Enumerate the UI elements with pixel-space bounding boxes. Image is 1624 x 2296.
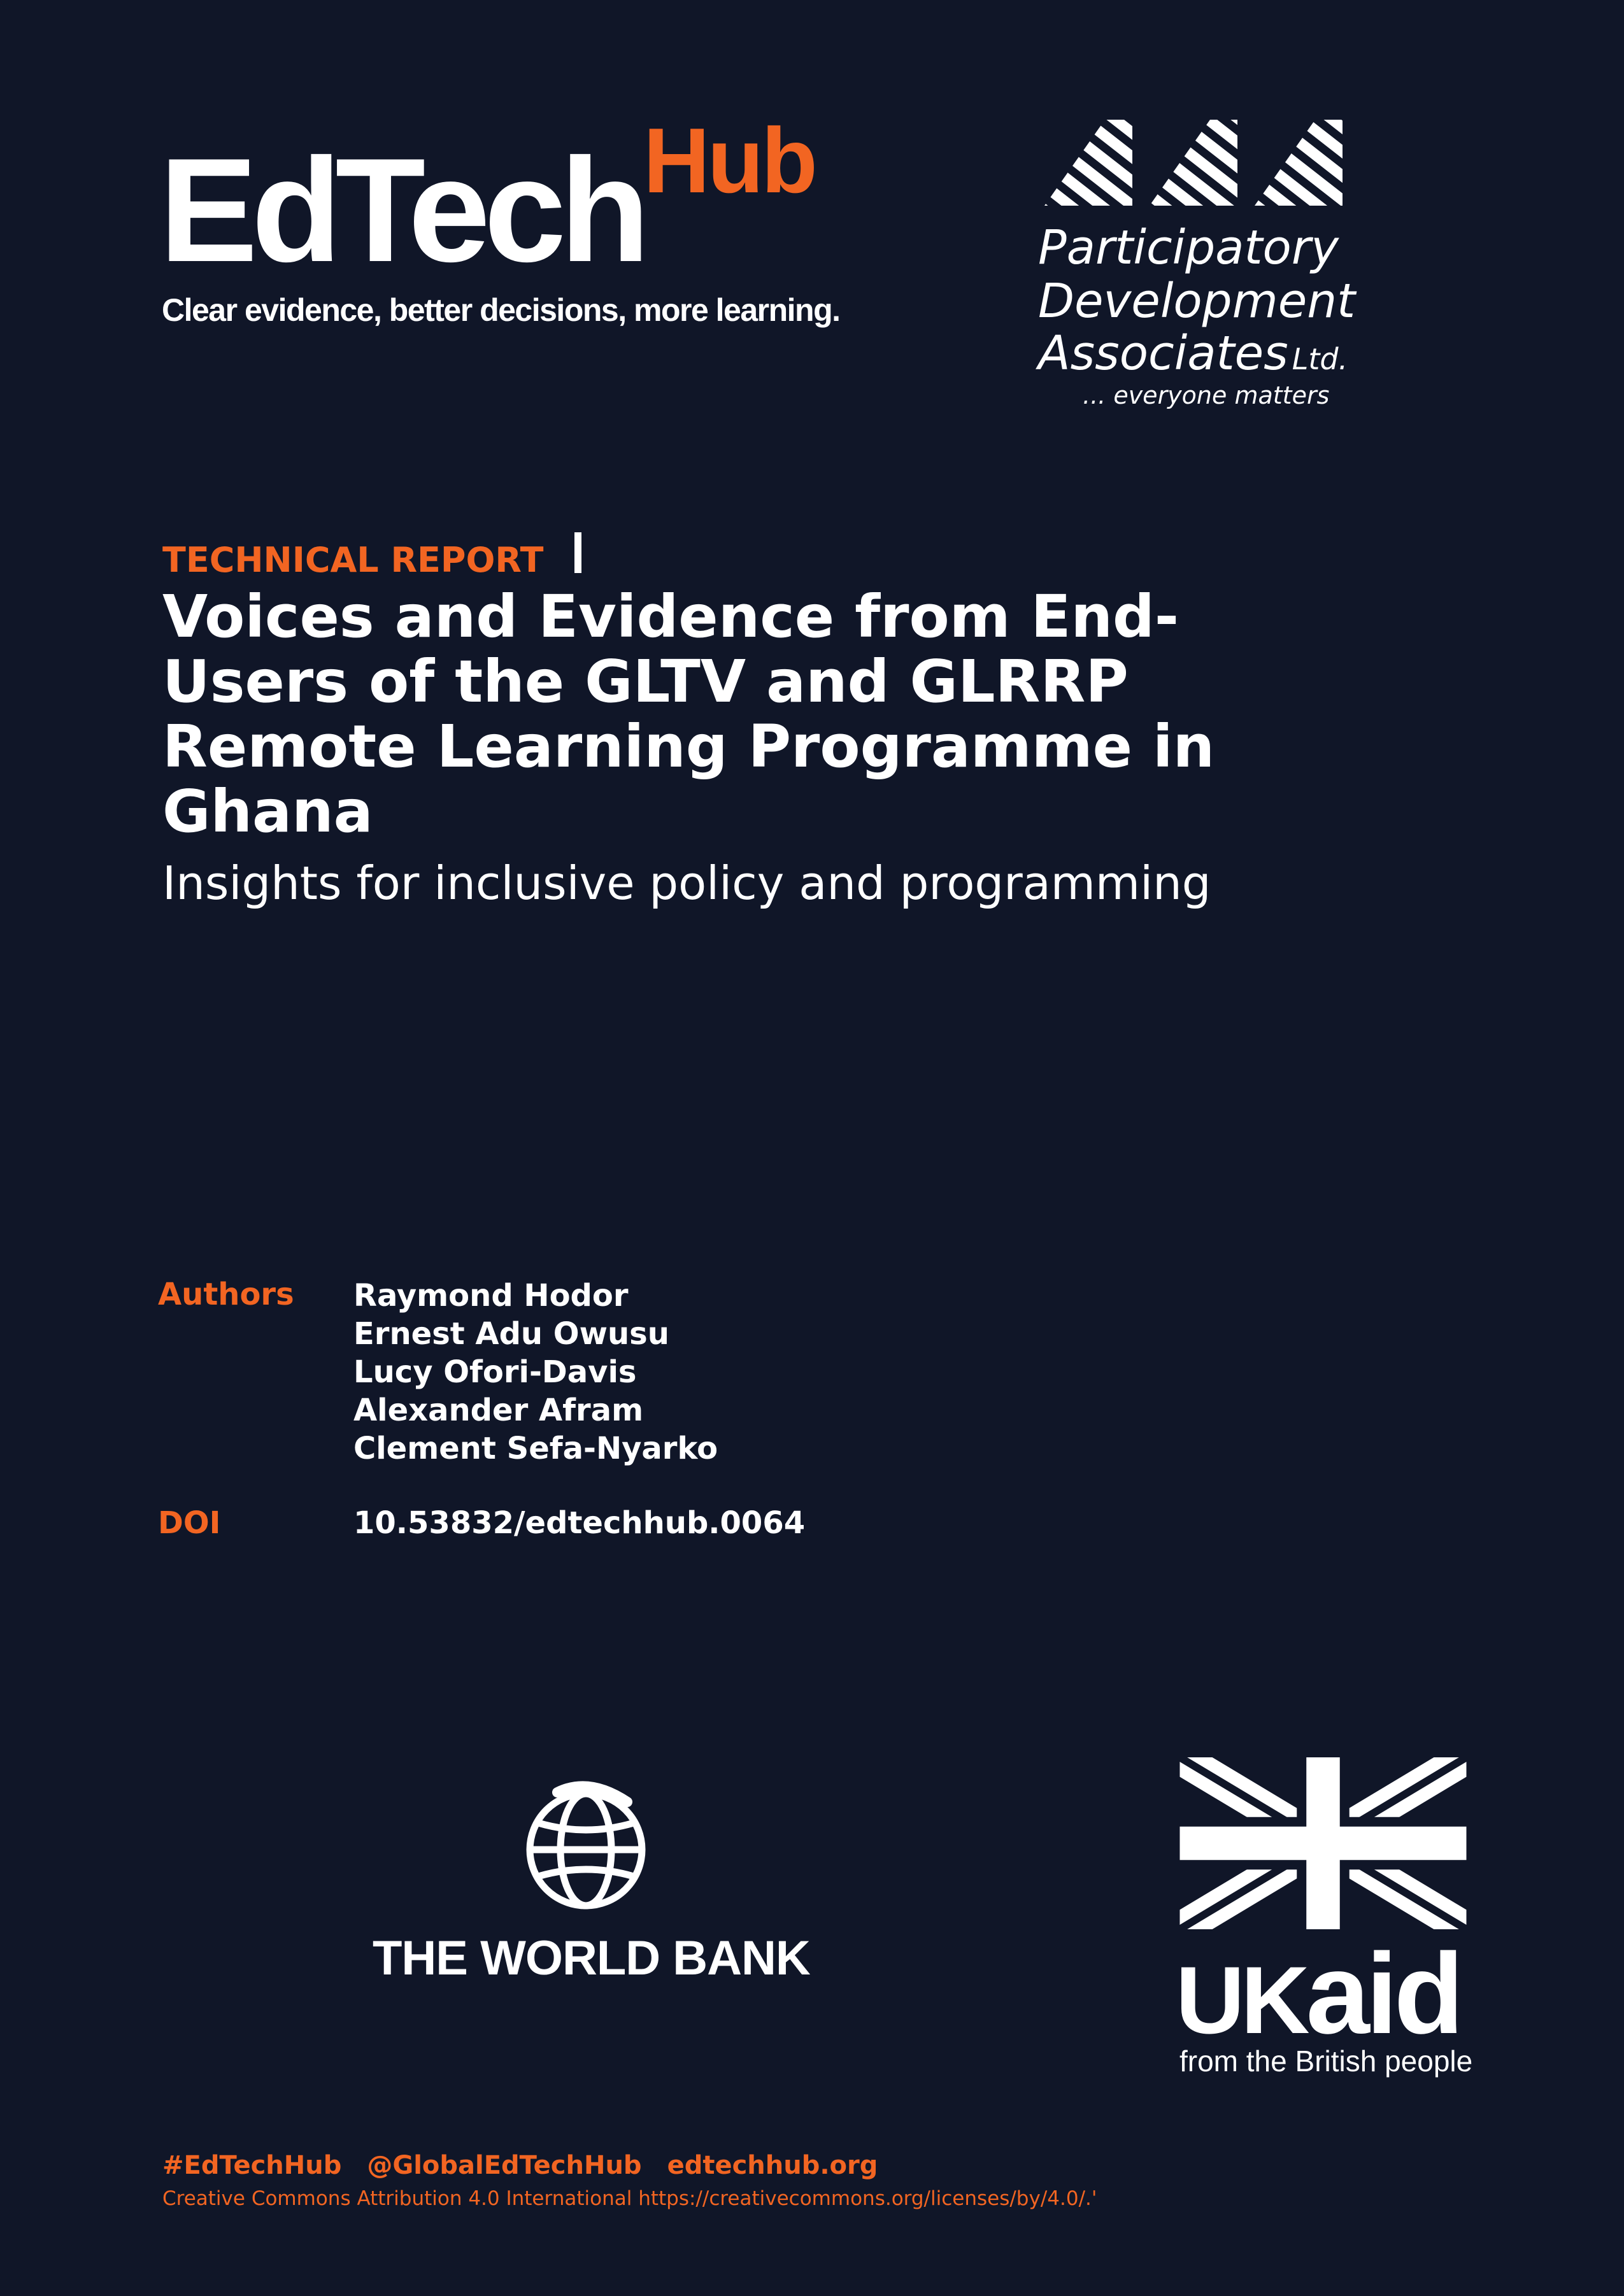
pda-logo-line-3	[1038, 326, 1348, 381]
edtechhub-logo-wordmark: EdTech	[159, 128, 644, 293]
union-jack-icon	[1178, 1757, 1468, 1929]
report-title-line: Ghana	[162, 777, 373, 846]
world-bank-logo-text: THE WORLD BANK	[373, 1931, 810, 1985]
footer-hashtag-link[interactable]: #EdTechHub	[162, 2151, 342, 2180]
footer-license-text: Creative Commons Attribution 4.0 International https://creativecommons.org/licenses/by/4.0/.'	[162, 2187, 1097, 2210]
report-type-divider	[574, 532, 581, 573]
report-type-label: TECHNICAL REPORT	[162, 540, 544, 580]
authors-label: Authors	[158, 1277, 294, 1312]
ukaid-tagline: from the British people	[1179, 2044, 1473, 2078]
pda-logo-associates: Associates	[1038, 326, 1288, 381]
author-name: Lucy Ofori-Davis	[353, 1354, 637, 1390]
pda-logo-line-1: Participatory	[1038, 220, 1339, 275]
pda-logo-suffix: Ltd.	[1292, 342, 1348, 376]
doi-label: DOI	[158, 1505, 221, 1541]
edtechhub-tagline: Clear evidence, better decisions, more learning.	[162, 292, 840, 328]
footer-handle-link[interactable]: @GlobalEdTechHub	[367, 2151, 642, 2180]
ukaid-uk: UK	[1176, 1946, 1306, 2053]
author-name: Alexander Afram	[353, 1392, 644, 1428]
report-title-line: Users of the GLTV and GLRRP	[162, 648, 1129, 716]
edtechhub-logo-hub: Hub	[643, 109, 815, 212]
author-name: Clement Sefa-Nyarko	[353, 1431, 718, 1466]
footer-website-link[interactable]: edtechhub.org	[667, 2151, 878, 2180]
pda-logo-line-2: Development	[1038, 274, 1356, 329]
report-title-line: Voices and Evidence from End-	[162, 583, 1179, 651]
report-subtitle: Insights for inclusive policy and programming	[162, 856, 1211, 910]
pda-logo-motto: ... everyone matters	[1083, 381, 1330, 409]
report-title-line: Remote Learning Programme in	[162, 712, 1215, 781]
author-name: Ernest Adu Owusu	[353, 1316, 669, 1352]
ukaid-wordmark	[1176, 1930, 1460, 2058]
author-name: Raymond Hodor	[353, 1278, 629, 1314]
world-bank-globe-icon	[519, 1780, 653, 1913]
authors-list	[353, 1277, 718, 1468]
ukaid-aid: aid	[1306, 1930, 1460, 2058]
pda-logo-icon	[1044, 120, 1344, 209]
report-title	[162, 585, 1372, 844]
footer-links	[162, 2151, 878, 2180]
doi-value[interactable]: 10.53832/edtechhub.0064	[353, 1505, 806, 1541]
